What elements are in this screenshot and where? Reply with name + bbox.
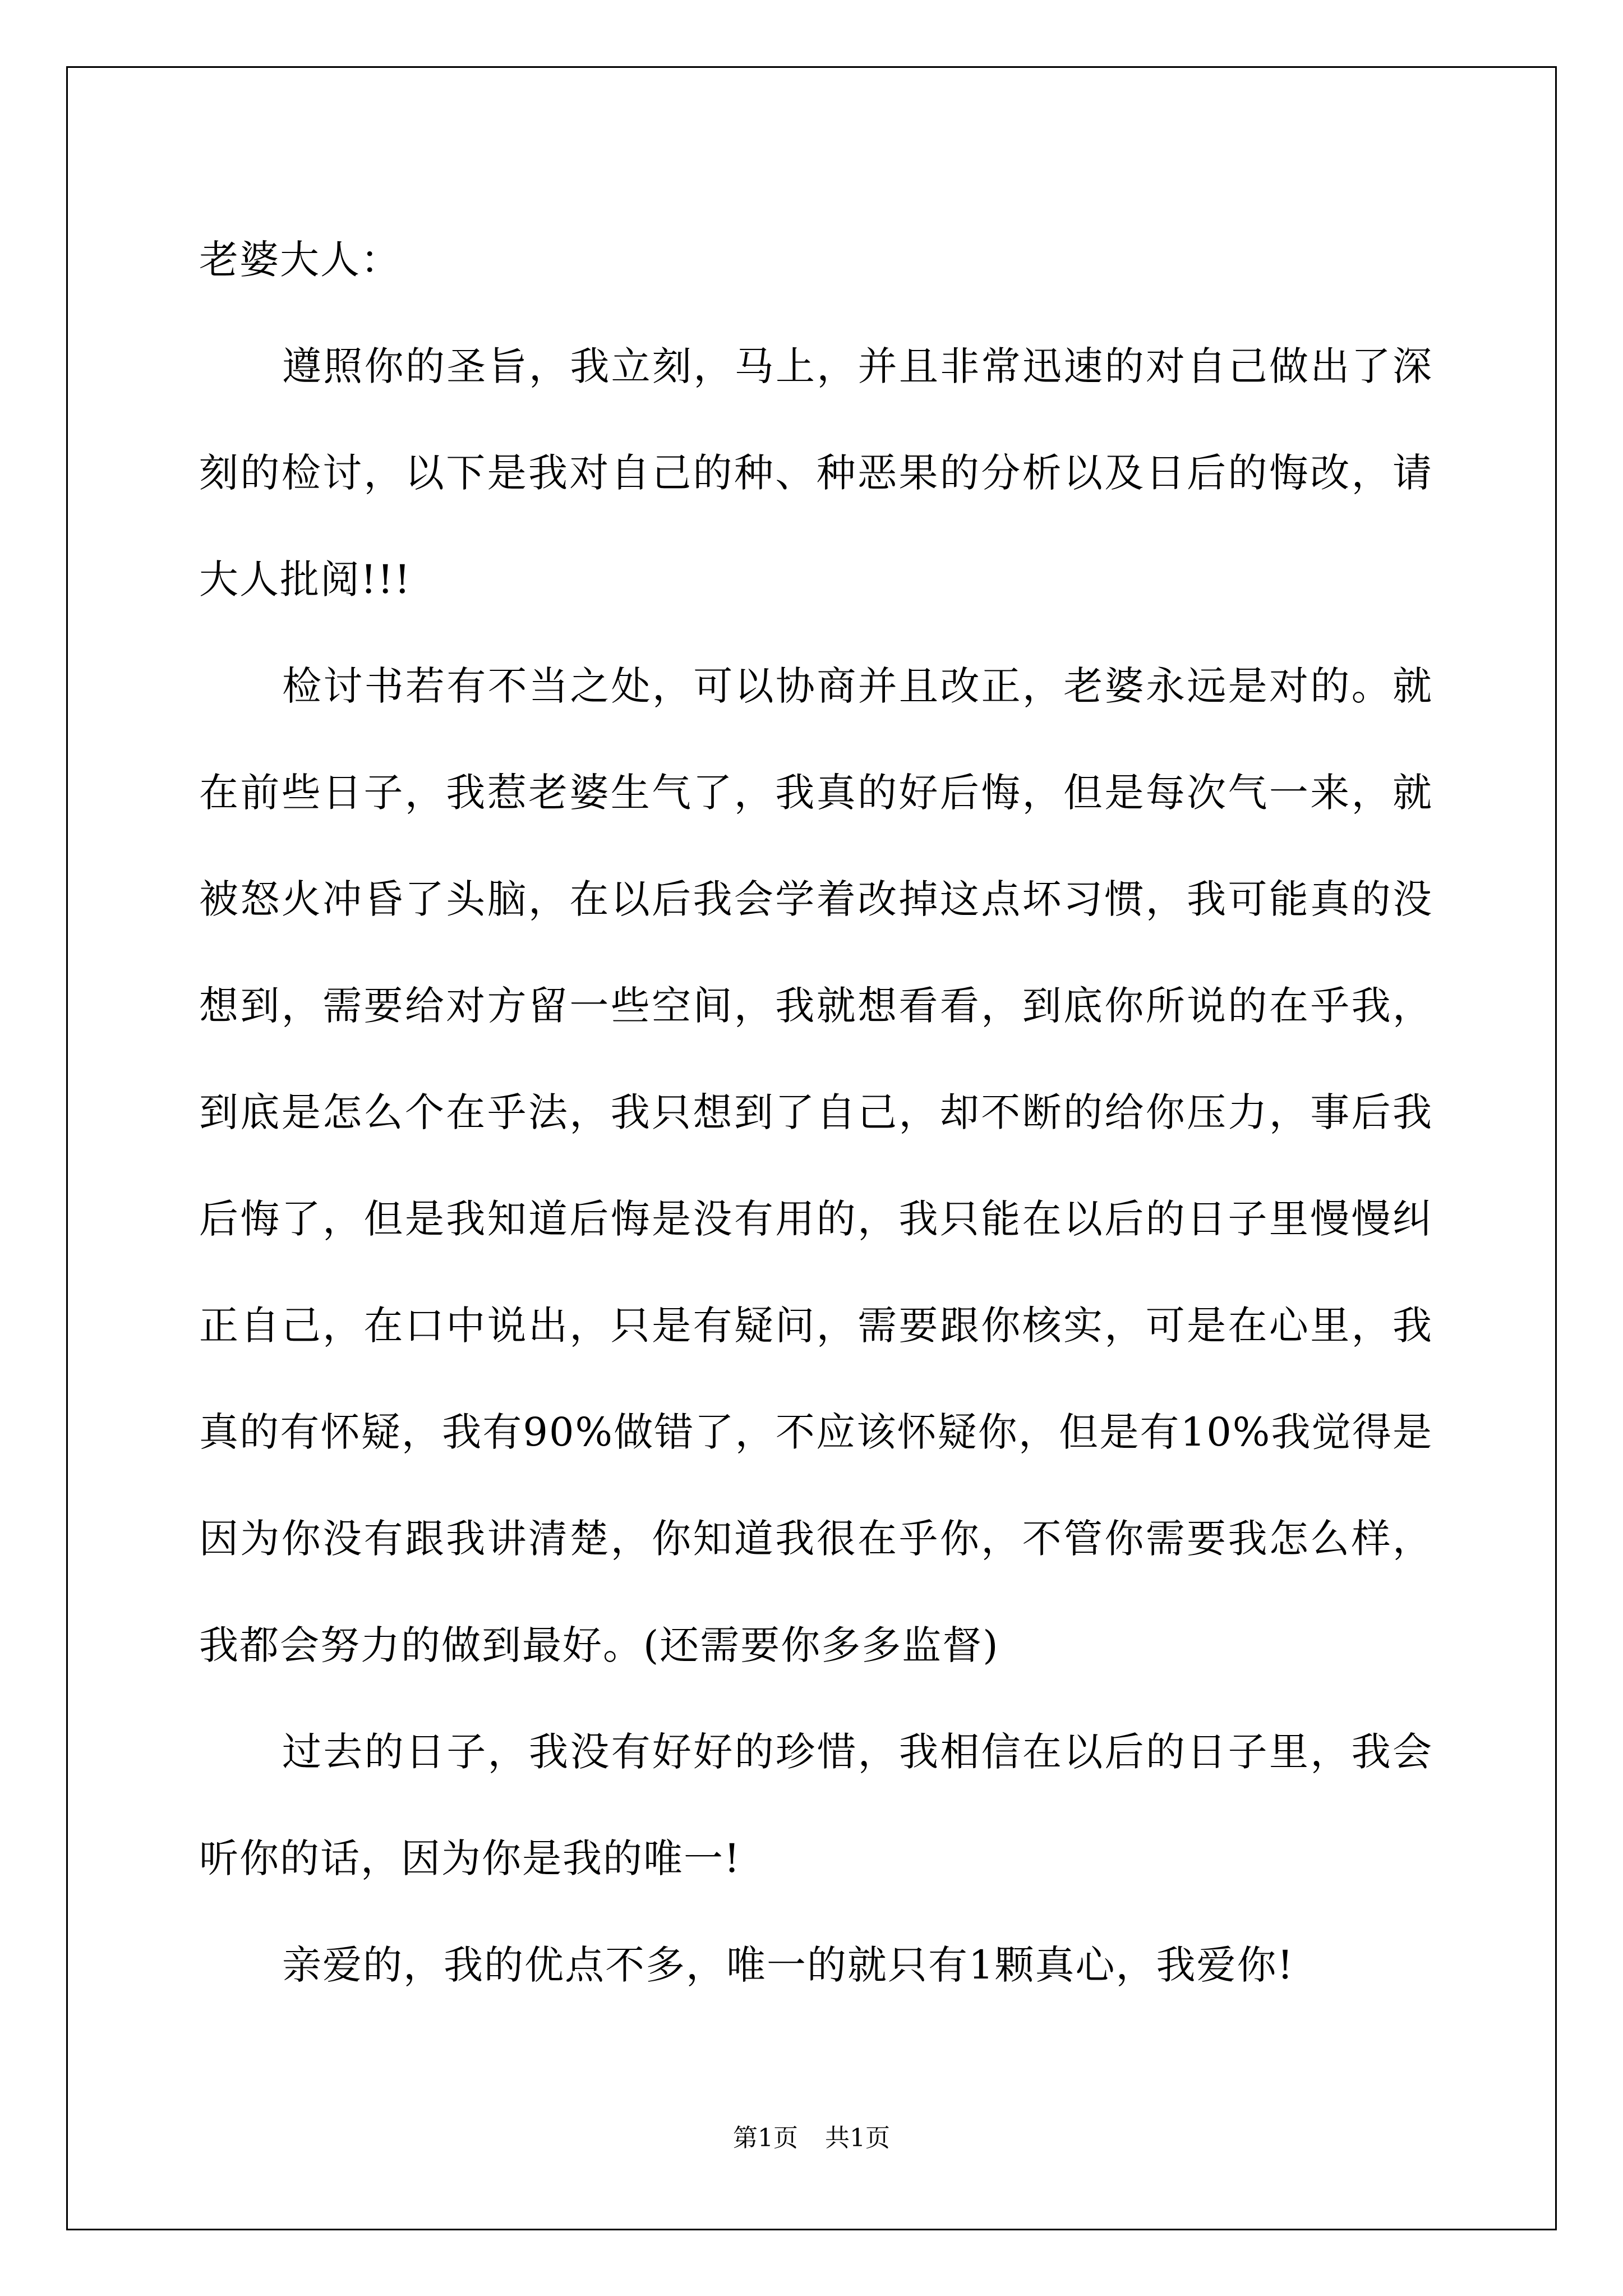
page-number: 第1页 <box>733 2124 798 2152</box>
paragraph-2: 检讨书若有不当之处，可以协商并且改正，老婆永远是对的。就在前些日子，我惹老婆生气了，我真的好后悔，但是每次气一来，就被怒火冲昏了头脑，在以后我会学着改掉这点坏习惯，我可能真的没想到，需要给对方留一些空间，我就想看看，到底你所说的在乎我，到底是怎么个在乎法，我只想到了自己，却不断的给你压力，事后我后悔了，但是我知道后悔是没有用的，我只能在以后的日子里慢慢纠正自己，在口中说出，只是有疑问，需要跟你核实，可是在心里，我真的有怀疑，我有90%做错了，不应该怀疑你，但是有10%我觉得是因为你没有跟我讲清楚，你知道我很在乎你，不管你需要我怎么样，我都会努力的做到最好。(还需要你多多监督) <box>199 663 1433 1668</box>
paragraph-3: 过去的日子，我没有好好的珍惜，我相信在以后的日子里，我会听你的话，因为你是我的唯一! <box>199 1729 1433 1881</box>
paragraph-4: 亲爱的，我的优点不多，唯一的就只有1颗真心，我爱你! <box>282 1942 1294 1988</box>
paragraph-1: 遵照你的圣旨，我立刻，马上，并且非常迅速的对自己做出了深刻的检讨，以下是我对自己的种、种恶果的分析以及日后的悔改，请大人批阅!!! <box>199 343 1433 602</box>
letter-body <box>199 206 1433 2018</box>
page-total: 共1页 <box>825 2124 890 2152</box>
page-footer <box>0 2122 1623 2155</box>
salutation: 老婆大人： <box>199 237 401 283</box>
